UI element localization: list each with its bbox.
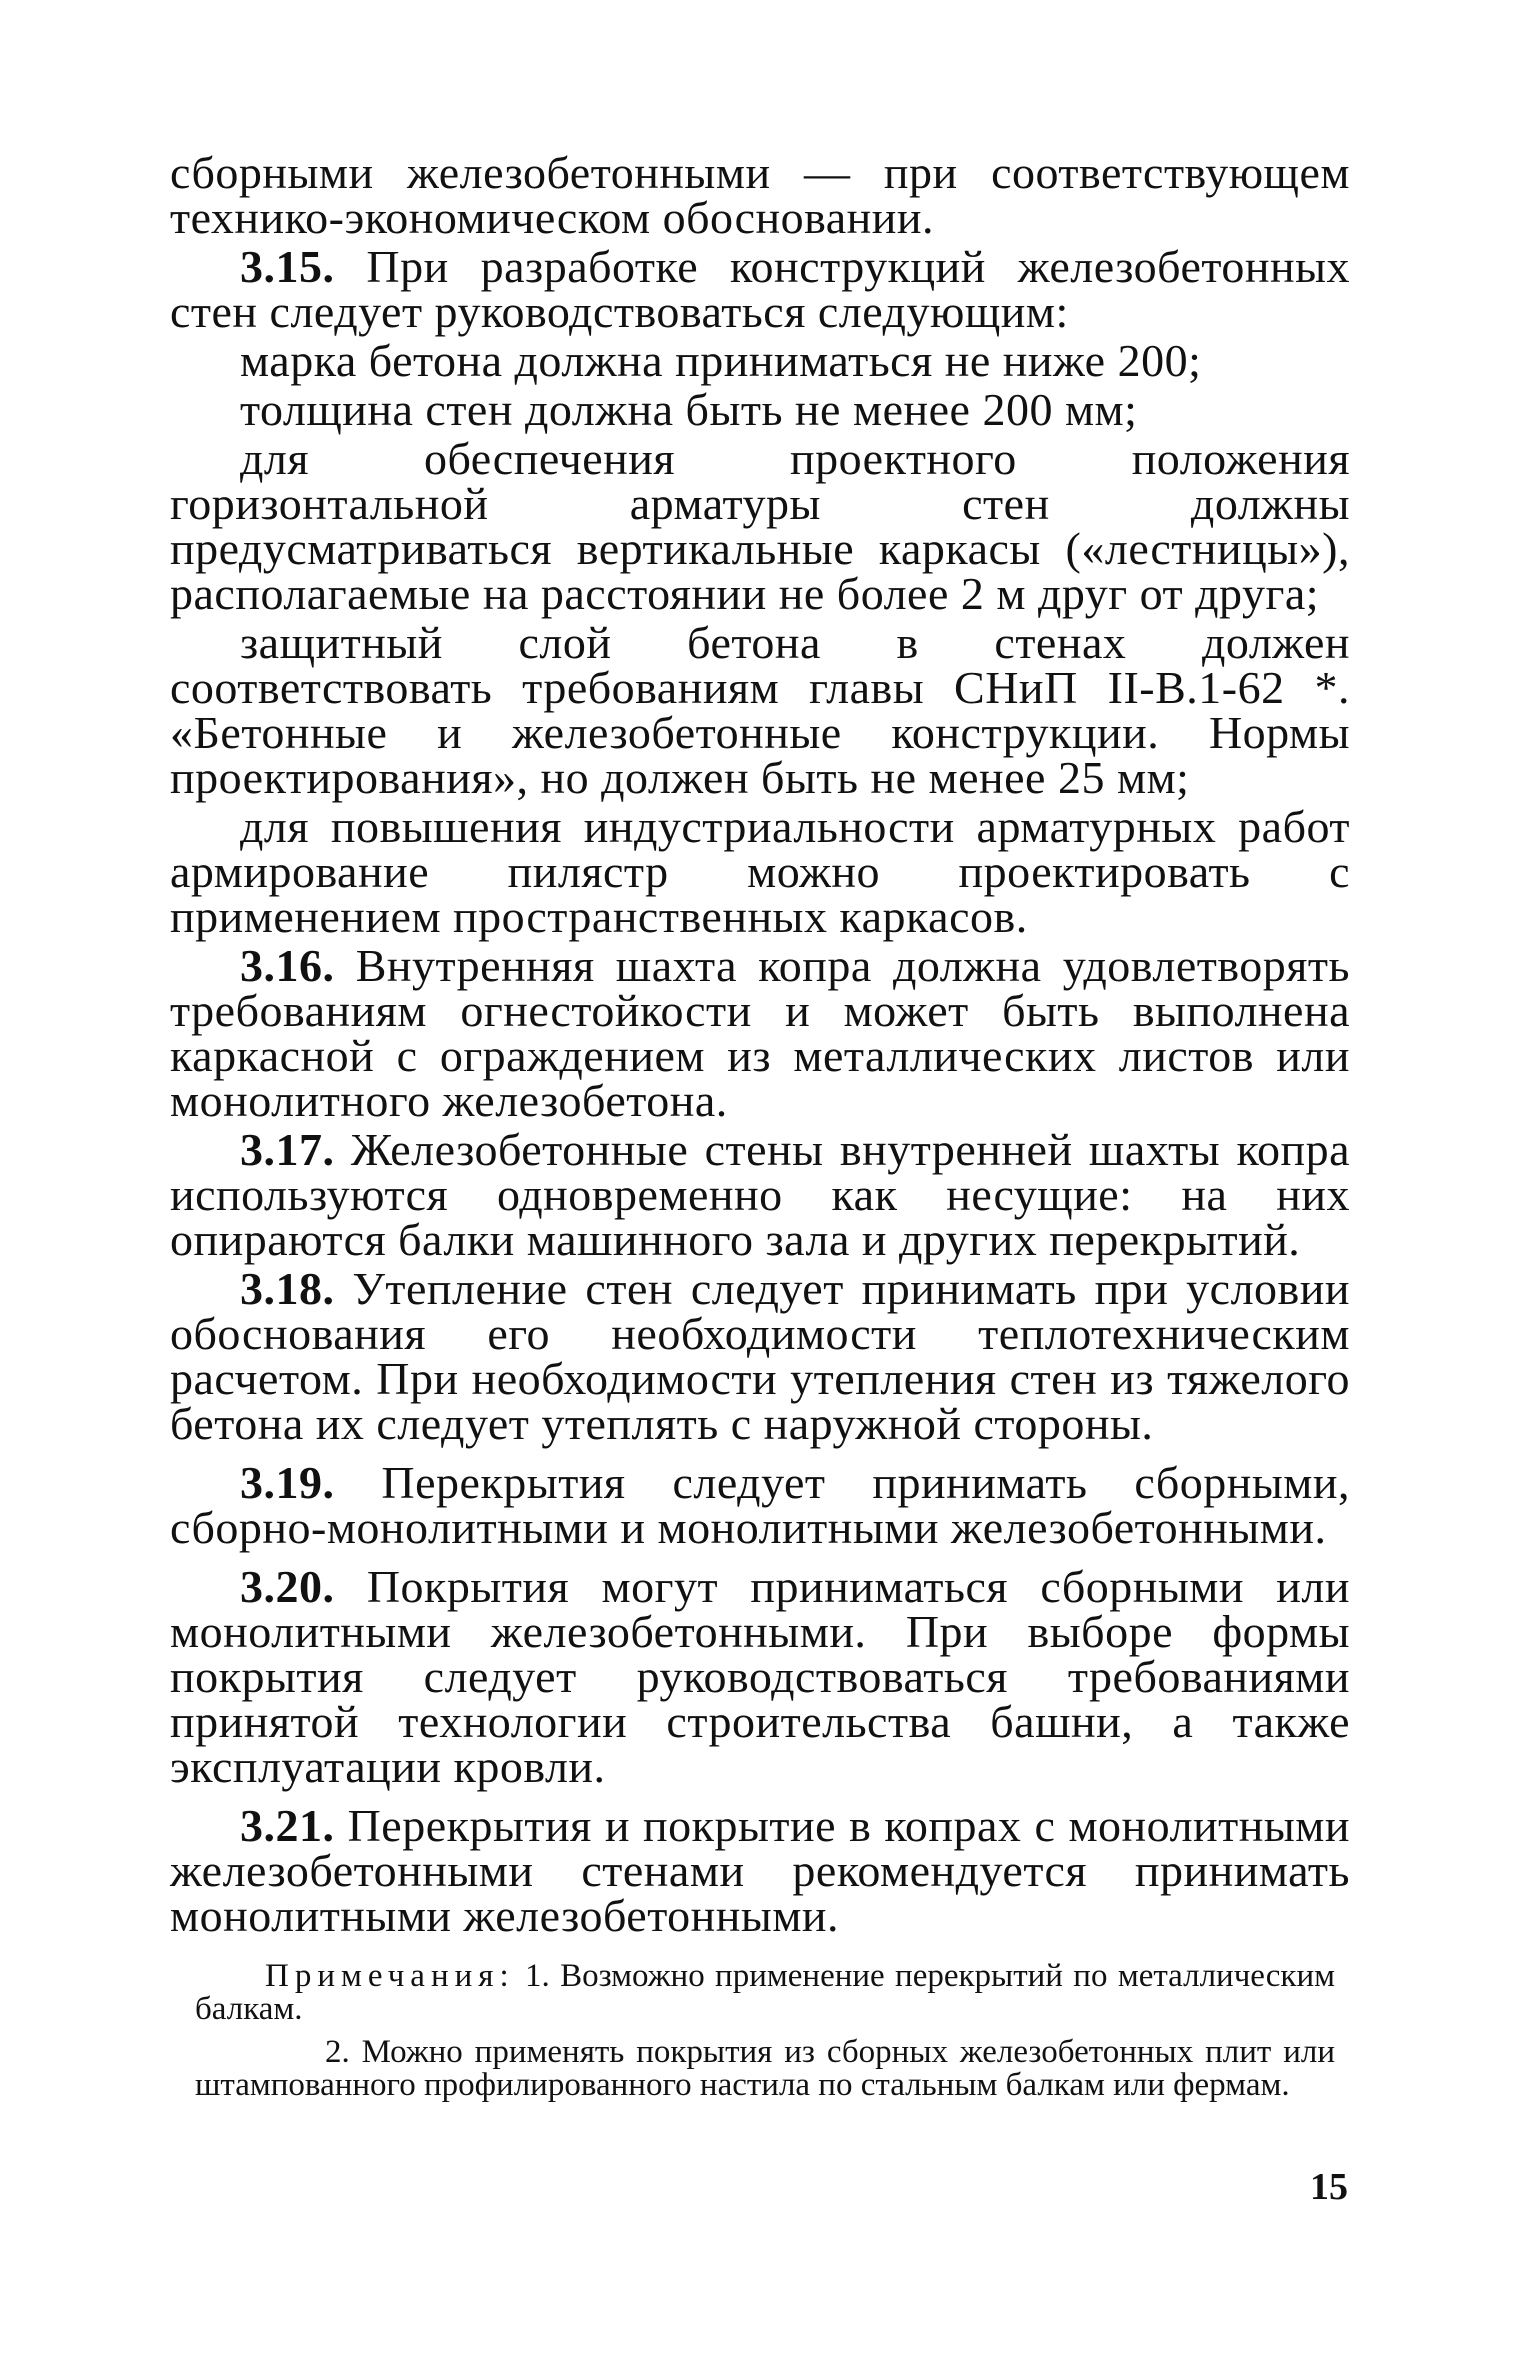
list-item: для повышения индустриальности арматурных работ армирование пилястр можно проектировать с применением пространственных каркасов. bbox=[170, 801, 1350, 942]
paragraph-3-17 bbox=[170, 1124, 1350, 1265]
note-1-text: 1. Возможно применение перекрытий по металлическим балкам. bbox=[195, 1958, 1335, 2027]
notes-heading: Примечания: bbox=[265, 1958, 515, 1994]
paragraph-number: 3.20. bbox=[240, 1561, 335, 1612]
paragraph-text: Железобетонные стены внутренней шахты копра используются одновременно как несущие: на них опираются балки машинного зала и других перекрытий. bbox=[170, 1124, 1350, 1265]
paragraph-number: 3.18. bbox=[240, 1263, 335, 1314]
paragraph-text: При разработке конструкций железобетонных стен следует руководствоваться следующим: bbox=[170, 241, 1350, 337]
paragraph-text: Перекрытия и покрытие в копрах с монолитными железобетонными стенами рекомендуется принимать монолитными железобетонными. bbox=[170, 1800, 1350, 1941]
paragraph-3-18 bbox=[170, 1263, 1350, 1449]
paragraph-number: 3.16. bbox=[240, 940, 335, 991]
paragraph-text: Покрытия могут приниматься сборными или монолитными железобетонными. При выборе формы покрытия следует руководствоваться требованиями принятой технологии строительства башни, а также эксплуатации кровли. bbox=[170, 1561, 1350, 1792]
notes-section bbox=[195, 1960, 1335, 2102]
paragraph-3-20 bbox=[170, 1561, 1350, 1792]
document-body bbox=[170, 147, 1350, 1941]
list-item: защитный слой бетона в стенах должен соответствовать требованиям главы СНиП II-В.1-62 *. «Бетонные и железобетонные конструкции. Нормы проектирования», но должен быть не менее 25 мм; bbox=[170, 617, 1350, 803]
page-number: 15 bbox=[1310, 2166, 1348, 2208]
paragraph-text: Внутренняя шахта копра должна удовлетворять требованиям огнестойкости и может быть выполнена каркасной с ограждением из металлических листов или монолитного железобетона. bbox=[170, 940, 1350, 1126]
paragraph-text: Перекрытия следует принимать сборными, сборно-монолитными и монолитными железобетонными. bbox=[170, 1457, 1350, 1553]
paragraph-3-16 bbox=[170, 940, 1350, 1126]
paragraph-3-15 bbox=[170, 241, 1350, 337]
paragraph-text: Утепление стен следует принимать при условии обоснования его необходимости теплотехническим расчетом. При необходимости утепления стен из тяжелого бетона их следует утеплять с наружной стороны. bbox=[170, 1263, 1350, 1449]
paragraph-number: 3.15. bbox=[240, 241, 335, 292]
paragraph-3-21 bbox=[170, 1800, 1350, 1941]
paragraph-3-19 bbox=[170, 1457, 1350, 1553]
note-1 bbox=[195, 1960, 1335, 2026]
list-item: марка бетона должна приниматься не ниже 200; bbox=[240, 335, 1202, 386]
paragraph-number: 3.21. bbox=[240, 1800, 335, 1851]
list-item: для обеспечения проектного положения горизонтальной арматуры стен должны предусматриваться вертикальные каркасы («лестницы»), располагаемые на расстоянии не более 2 м друг от друга; bbox=[170, 433, 1350, 619]
list-item: толщина стен должна быть не менее 200 мм; bbox=[240, 384, 1138, 435]
paragraph-number: 3.17. bbox=[240, 1124, 335, 1175]
intro-paragraph: сборными железобетонными — при соответствующем технико-экономическом обосновании. bbox=[170, 147, 1350, 243]
note-2: 2. Можно применять покрытия из сборных железобетонных плит или штампованного профилированного настила по стальным балкам или фермам. bbox=[195, 2034, 1335, 2103]
paragraph-number: 3.19. bbox=[240, 1457, 335, 1508]
